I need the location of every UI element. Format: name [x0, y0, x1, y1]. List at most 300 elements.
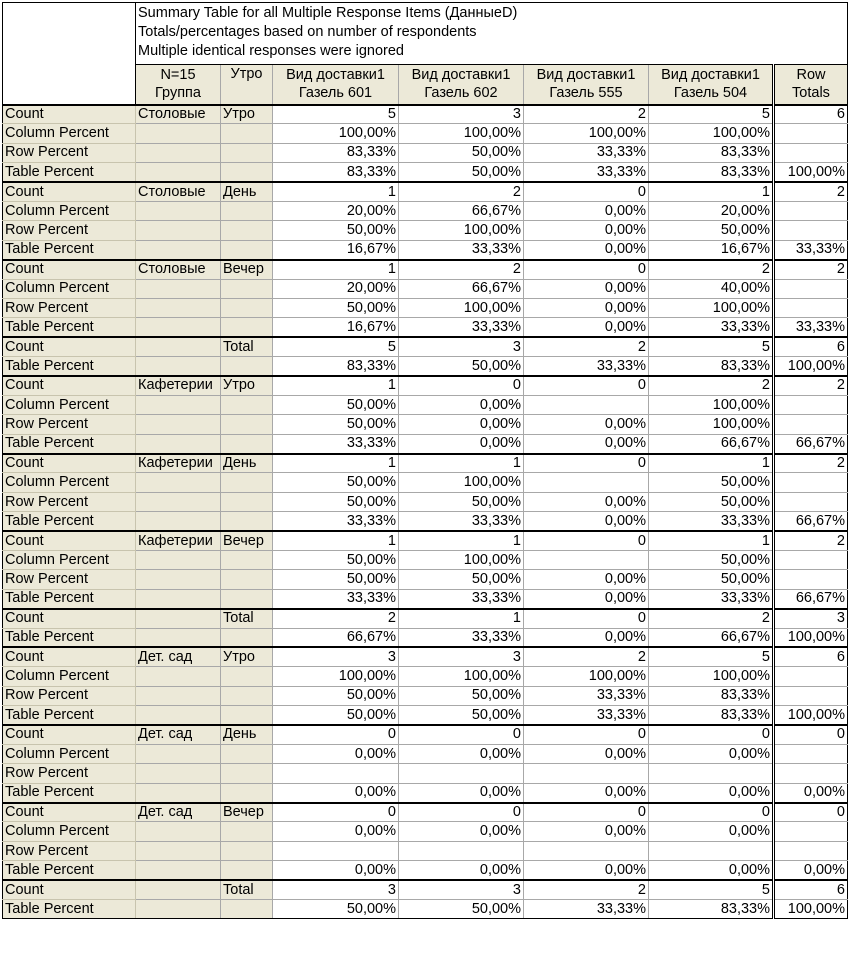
- value-cell: 5: [273, 105, 399, 124]
- value-cell: 50,00%: [399, 706, 524, 725]
- table-row: [3, 609, 848, 628]
- row-label: Row Percent: [3, 298, 136, 317]
- value-cell: 0,00%: [524, 822, 649, 841]
- group-category-cell: [136, 667, 221, 686]
- row-label: Column Percent: [3, 124, 136, 143]
- value-cell: 20,00%: [273, 201, 399, 220]
- value-cell: 50,00%: [273, 298, 399, 317]
- value-cell: 83,33%: [649, 686, 774, 705]
- value-cell: 20,00%: [649, 201, 774, 220]
- group-category-cell: Столовые: [136, 105, 221, 124]
- row-label: Row Percent: [3, 143, 136, 162]
- row-label: Column Percent: [3, 279, 136, 298]
- row-total-cell: 100,00%: [774, 900, 848, 919]
- table-row: [3, 124, 848, 143]
- table-row: [3, 512, 848, 531]
- header-col-2-line2: Газель 602: [424, 85, 498, 102]
- row-total-cell: [774, 143, 848, 162]
- value-cell: 0,00%: [524, 783, 649, 802]
- value-cell: 100,00%: [399, 221, 524, 240]
- group-category-cell: [136, 163, 221, 182]
- table-row: [3, 260, 848, 279]
- value-cell: 3: [273, 880, 399, 899]
- group-subcategory-cell: [221, 550, 273, 569]
- group-subcategory-cell: [221, 143, 273, 162]
- row-label: Row Percent: [3, 570, 136, 589]
- row-total-cell: 100,00%: [774, 357, 848, 376]
- value-cell: 3: [399, 105, 524, 124]
- header-col-1-line1: Вид доставки1: [286, 67, 385, 84]
- table-row: [3, 744, 848, 763]
- row-label: Table Percent: [3, 357, 136, 376]
- value-cell: 2: [524, 337, 649, 356]
- value-cell: 50,00%: [273, 570, 399, 589]
- value-cell: 5: [649, 105, 774, 124]
- value-cell: 50,00%: [399, 492, 524, 511]
- value-cell: 33,33%: [649, 512, 774, 531]
- table-row: [3, 706, 848, 725]
- table-row: [3, 841, 848, 860]
- group-category-cell: [136, 395, 221, 414]
- group-category-cell: [136, 764, 221, 783]
- group-category-cell: Столовые: [136, 182, 221, 201]
- value-cell: 3: [399, 337, 524, 356]
- table-row: [3, 143, 848, 162]
- row-total-cell: [774, 570, 848, 589]
- row-label: Count: [3, 609, 136, 628]
- value-cell: 100,00%: [649, 298, 774, 317]
- summary-table: [2, 2, 848, 919]
- table-row: [3, 550, 848, 569]
- value-cell: 0,00%: [273, 861, 399, 880]
- table-row: [3, 434, 848, 453]
- value-cell: 33,33%: [273, 434, 399, 453]
- row-total-cell: [774, 473, 848, 492]
- row-label: Table Percent: [3, 861, 136, 880]
- value-cell: 0,00%: [524, 512, 649, 531]
- value-cell: 1: [399, 531, 524, 550]
- row-label: Count: [3, 647, 136, 666]
- group-subcategory-cell: [221, 744, 273, 763]
- group-category-cell: [136, 609, 221, 628]
- value-cell: 2: [649, 260, 774, 279]
- value-cell: 33,33%: [524, 900, 649, 919]
- group-category-cell: [136, 686, 221, 705]
- row-total-cell: [774, 822, 848, 841]
- group-category-cell: [136, 550, 221, 569]
- value-cell: 50,00%: [273, 221, 399, 240]
- value-cell: 33,33%: [399, 628, 524, 647]
- value-cell: 33,33%: [399, 589, 524, 608]
- row-total-cell: [774, 686, 848, 705]
- table-row: [3, 395, 848, 414]
- group-subcategory-cell: [221, 221, 273, 240]
- value-cell: 0: [649, 803, 774, 822]
- group-subcategory-cell: [221, 628, 273, 647]
- corner-cell: [3, 3, 136, 105]
- row-label: Count: [3, 182, 136, 201]
- group-category-cell: [136, 783, 221, 802]
- table-row: [3, 570, 848, 589]
- value-cell: 0,00%: [524, 415, 649, 434]
- value-cell: 50,00%: [399, 686, 524, 705]
- group-subcategory-cell: [221, 667, 273, 686]
- table-row: [3, 279, 848, 298]
- value-cell: 66,67%: [399, 279, 524, 298]
- row-label: Table Percent: [3, 512, 136, 531]
- value-cell: 2: [524, 105, 649, 124]
- table-row: [3, 182, 848, 201]
- value-cell: 2: [273, 609, 399, 628]
- value-cell: 33,33%: [399, 512, 524, 531]
- value-cell: 66,67%: [649, 434, 774, 453]
- value-cell: 1: [399, 454, 524, 473]
- value-cell: 100,00%: [273, 667, 399, 686]
- row-label: Count: [3, 531, 136, 550]
- row-label: Column Percent: [3, 822, 136, 841]
- value-cell: 2: [399, 182, 524, 201]
- row-label: Row Percent: [3, 492, 136, 511]
- header-row-totals-line2: Totals: [792, 85, 830, 102]
- group-category-cell: [136, 221, 221, 240]
- header-col-2-line1: Вид доставки1: [411, 67, 511, 84]
- value-cell: 50,00%: [273, 395, 399, 414]
- row-total-cell: [774, 415, 848, 434]
- table-row: [3, 686, 848, 705]
- value-cell: 20,00%: [273, 279, 399, 298]
- row-label: Table Percent: [3, 318, 136, 337]
- row-total-cell: [774, 124, 848, 143]
- value-cell: 0,00%: [649, 822, 774, 841]
- row-total-cell: 2: [774, 376, 848, 395]
- row-label: Count: [3, 725, 136, 744]
- table-row: [3, 589, 848, 608]
- row-total-cell: [774, 279, 848, 298]
- value-cell: 100,00%: [649, 667, 774, 686]
- value-cell: 66,67%: [399, 201, 524, 220]
- value-cell: 16,67%: [649, 240, 774, 259]
- table-row: [3, 628, 848, 647]
- row-total-cell: [774, 550, 848, 569]
- value-cell: 50,00%: [273, 550, 399, 569]
- value-cell: 100,00%: [524, 667, 649, 686]
- value-cell: 100,00%: [649, 124, 774, 143]
- row-label: Count: [3, 376, 136, 395]
- value-cell: 100,00%: [649, 395, 774, 414]
- value-cell: 0,00%: [524, 221, 649, 240]
- value-cell: 5: [649, 647, 774, 666]
- value-cell: 50,00%: [399, 143, 524, 162]
- value-cell: [399, 841, 524, 860]
- value-cell: [273, 841, 399, 860]
- value-cell: 1: [273, 454, 399, 473]
- row-total-cell: [774, 841, 848, 860]
- header-col-4-line2: Газель 504: [673, 85, 748, 102]
- row-total-cell: 6: [774, 105, 848, 124]
- row-total-cell: [774, 298, 848, 317]
- value-cell: 50,00%: [649, 221, 774, 240]
- group-category-cell: [136, 744, 221, 763]
- row-label: Column Percent: [3, 201, 136, 220]
- row-label: Count: [3, 454, 136, 473]
- row-total-cell: 2: [774, 531, 848, 550]
- value-cell: 16,67%: [273, 318, 399, 337]
- group-subcategory-cell: Вечер: [221, 531, 273, 550]
- value-cell: 0,00%: [399, 744, 524, 763]
- value-cell: 0: [524, 376, 649, 395]
- row-total-cell: 33,33%: [774, 240, 848, 259]
- title-line-1: Summary Table for all Multiple Response Items (ДанныеD): [138, 5, 518, 21]
- table-row: [3, 725, 848, 744]
- table-row: [3, 454, 848, 473]
- value-cell: 33,33%: [273, 589, 399, 608]
- group-subcategory-cell: Вечер: [221, 803, 273, 822]
- row-total-cell: 3: [774, 609, 848, 628]
- value-cell: 100,00%: [399, 550, 524, 569]
- row-label: Column Percent: [3, 473, 136, 492]
- value-cell: 50,00%: [273, 900, 399, 919]
- value-cell: 50,00%: [273, 473, 399, 492]
- value-cell: 100,00%: [273, 124, 399, 143]
- group-category-cell: [136, 298, 221, 317]
- row-label: Count: [3, 803, 136, 822]
- value-cell: 33,33%: [524, 143, 649, 162]
- value-cell: 1: [649, 454, 774, 473]
- table-row: [3, 764, 848, 783]
- value-cell: [399, 764, 524, 783]
- table-row: [3, 221, 848, 240]
- row-label: Column Percent: [3, 667, 136, 686]
- header-row-totals: [774, 65, 848, 105]
- value-cell: 100,00%: [399, 124, 524, 143]
- group-category-cell: [136, 240, 221, 259]
- value-cell: 0,00%: [399, 822, 524, 841]
- value-cell: 3: [273, 647, 399, 666]
- group-subcategory-cell: [221, 298, 273, 317]
- value-cell: 0,00%: [399, 415, 524, 434]
- row-total-cell: [774, 744, 848, 763]
- group-subcategory-cell: Утро: [221, 105, 273, 124]
- row-total-cell: 2: [774, 454, 848, 473]
- row-label: Table Percent: [3, 240, 136, 259]
- group-subcategory-cell: [221, 841, 273, 860]
- value-cell: 0,00%: [524, 589, 649, 608]
- row-label: Row Percent: [3, 415, 136, 434]
- group-subcategory-cell: Total: [221, 880, 273, 899]
- group-category-cell: [136, 861, 221, 880]
- row-total-cell: 0: [774, 725, 848, 744]
- value-cell: 100,00%: [399, 473, 524, 492]
- value-cell: 83,33%: [273, 357, 399, 376]
- row-total-cell: 100,00%: [774, 163, 848, 182]
- value-cell: 1: [273, 376, 399, 395]
- value-cell: 0,00%: [399, 861, 524, 880]
- row-label: Row Percent: [3, 841, 136, 860]
- group-subcategory-cell: [221, 900, 273, 919]
- value-cell: 16,67%: [273, 240, 399, 259]
- row-total-cell: [774, 764, 848, 783]
- row-label: Row Percent: [3, 764, 136, 783]
- row-total-cell: 0,00%: [774, 861, 848, 880]
- value-cell: 0: [399, 803, 524, 822]
- table-row: [3, 822, 848, 841]
- value-cell: 33,33%: [273, 512, 399, 531]
- value-cell: 50,00%: [273, 415, 399, 434]
- row-label: Table Percent: [3, 706, 136, 725]
- group-subcategory-cell: [221, 706, 273, 725]
- group-category-cell: [136, 124, 221, 143]
- group-category-cell: [136, 143, 221, 162]
- group-category-cell: [136, 473, 221, 492]
- table-row: [3, 318, 848, 337]
- value-cell: 0,00%: [524, 628, 649, 647]
- row-label: Column Percent: [3, 395, 136, 414]
- row-total-cell: 6: [774, 647, 848, 666]
- header-col-3-line2: Газель 555: [549, 85, 623, 102]
- group-category-cell: [136, 900, 221, 919]
- group-category-cell: [136, 415, 221, 434]
- row-label: Table Percent: [3, 163, 136, 182]
- value-cell: 0,00%: [273, 744, 399, 763]
- row-total-cell: [774, 395, 848, 414]
- value-cell: 2: [524, 880, 649, 899]
- title-line-2: Totals/percentages based on number of respondents: [138, 24, 477, 40]
- value-cell: 0: [649, 725, 774, 744]
- value-cell: 0,00%: [524, 240, 649, 259]
- header-col-1-line2: Газель 601: [298, 85, 373, 102]
- value-cell: 1: [399, 609, 524, 628]
- value-cell: 0,00%: [524, 201, 649, 220]
- value-cell: 33,33%: [649, 589, 774, 608]
- value-cell: 0,00%: [524, 434, 649, 453]
- header-time-label: Утро: [230, 66, 263, 82]
- value-cell: 0,00%: [273, 783, 399, 802]
- value-cell: 0,00%: [399, 434, 524, 453]
- group-category-cell: [136, 589, 221, 608]
- group-category-cell: Дет. сад: [136, 725, 221, 744]
- group-category-cell: Дет. сад: [136, 803, 221, 822]
- header-group: [136, 65, 221, 105]
- value-cell: 0: [524, 725, 649, 744]
- header-row-totals-line1: Row: [796, 67, 826, 84]
- header-col-2: [399, 65, 524, 105]
- group-category-cell: Столовые: [136, 260, 221, 279]
- row-label: Column Percent: [3, 550, 136, 569]
- row-label: Table Percent: [3, 783, 136, 802]
- value-cell: 0: [524, 531, 649, 550]
- table-row: [3, 337, 848, 356]
- value-cell: 1: [273, 182, 399, 201]
- header-col-4-line1: Вид доставки1: [661, 67, 760, 84]
- value-cell: 66,67%: [273, 628, 399, 647]
- row-total-cell: [774, 221, 848, 240]
- group-subcategory-cell: [221, 201, 273, 220]
- value-cell: [524, 841, 649, 860]
- value-cell: 83,33%: [649, 900, 774, 919]
- table-row: [3, 803, 848, 822]
- value-cell: 0,00%: [399, 783, 524, 802]
- row-total-cell: 6: [774, 880, 848, 899]
- group-subcategory-cell: [221, 764, 273, 783]
- group-subcategory-cell: Total: [221, 609, 273, 628]
- group-subcategory-cell: День: [221, 725, 273, 744]
- group-subcategory-cell: [221, 686, 273, 705]
- table-row: [3, 298, 848, 317]
- group-subcategory-cell: Утро: [221, 647, 273, 666]
- group-subcategory-cell: День: [221, 182, 273, 201]
- value-cell: 33,33%: [524, 686, 649, 705]
- value-cell: 0,00%: [524, 279, 649, 298]
- row-total-cell: 66,67%: [774, 512, 848, 531]
- group-subcategory-cell: [221, 434, 273, 453]
- table-row: [3, 492, 848, 511]
- group-category-cell: [136, 880, 221, 899]
- row-label: Count: [3, 105, 136, 124]
- table-body: [3, 105, 848, 919]
- group-subcategory-cell: Total: [221, 337, 273, 356]
- value-cell: 50,00%: [649, 550, 774, 569]
- value-cell: [649, 841, 774, 860]
- value-cell: [524, 473, 649, 492]
- value-cell: 0,00%: [399, 395, 524, 414]
- header-col-3: [524, 65, 649, 105]
- table-row: [3, 783, 848, 802]
- table-row: [3, 880, 848, 899]
- row-total-cell: 100,00%: [774, 706, 848, 725]
- value-cell: 100,00%: [399, 298, 524, 317]
- group-category-cell: [136, 201, 221, 220]
- row-total-cell: 2: [774, 260, 848, 279]
- group-subcategory-cell: [221, 318, 273, 337]
- title-line-3: Multiple identical responses were ignored: [138, 43, 404, 59]
- table-row: [3, 376, 848, 395]
- group-subcategory-cell: [221, 415, 273, 434]
- value-cell: 33,33%: [649, 318, 774, 337]
- value-cell: 33,33%: [524, 357, 649, 376]
- value-cell: 0,00%: [524, 570, 649, 589]
- group-subcategory-cell: Утро: [221, 376, 273, 395]
- value-cell: 33,33%: [399, 318, 524, 337]
- value-cell: 2: [649, 609, 774, 628]
- value-cell: 33,33%: [524, 706, 649, 725]
- value-cell: 83,33%: [649, 357, 774, 376]
- group-subcategory-cell: [221, 492, 273, 511]
- group-subcategory-cell: [221, 279, 273, 298]
- group-category-cell: [136, 337, 221, 356]
- value-cell: 0,00%: [524, 861, 649, 880]
- row-total-cell: [774, 667, 848, 686]
- group-subcategory-cell: [221, 783, 273, 802]
- group-category-cell: Кафетерии: [136, 454, 221, 473]
- row-total-cell: 100,00%: [774, 628, 848, 647]
- row-label: Table Percent: [3, 434, 136, 453]
- group-category-cell: [136, 434, 221, 453]
- header-col-1: [273, 65, 399, 105]
- value-cell: 3: [399, 880, 524, 899]
- value-cell: 1: [649, 182, 774, 201]
- group-subcategory-cell: [221, 570, 273, 589]
- value-cell: 0,00%: [649, 861, 774, 880]
- value-cell: 5: [273, 337, 399, 356]
- row-total-cell: [774, 492, 848, 511]
- group-subcategory-cell: [221, 163, 273, 182]
- value-cell: 50,00%: [649, 473, 774, 492]
- value-cell: 83,33%: [649, 163, 774, 182]
- group-subcategory-cell: [221, 861, 273, 880]
- value-cell: 0,00%: [524, 298, 649, 317]
- value-cell: 0: [524, 260, 649, 279]
- row-label: Count: [3, 337, 136, 356]
